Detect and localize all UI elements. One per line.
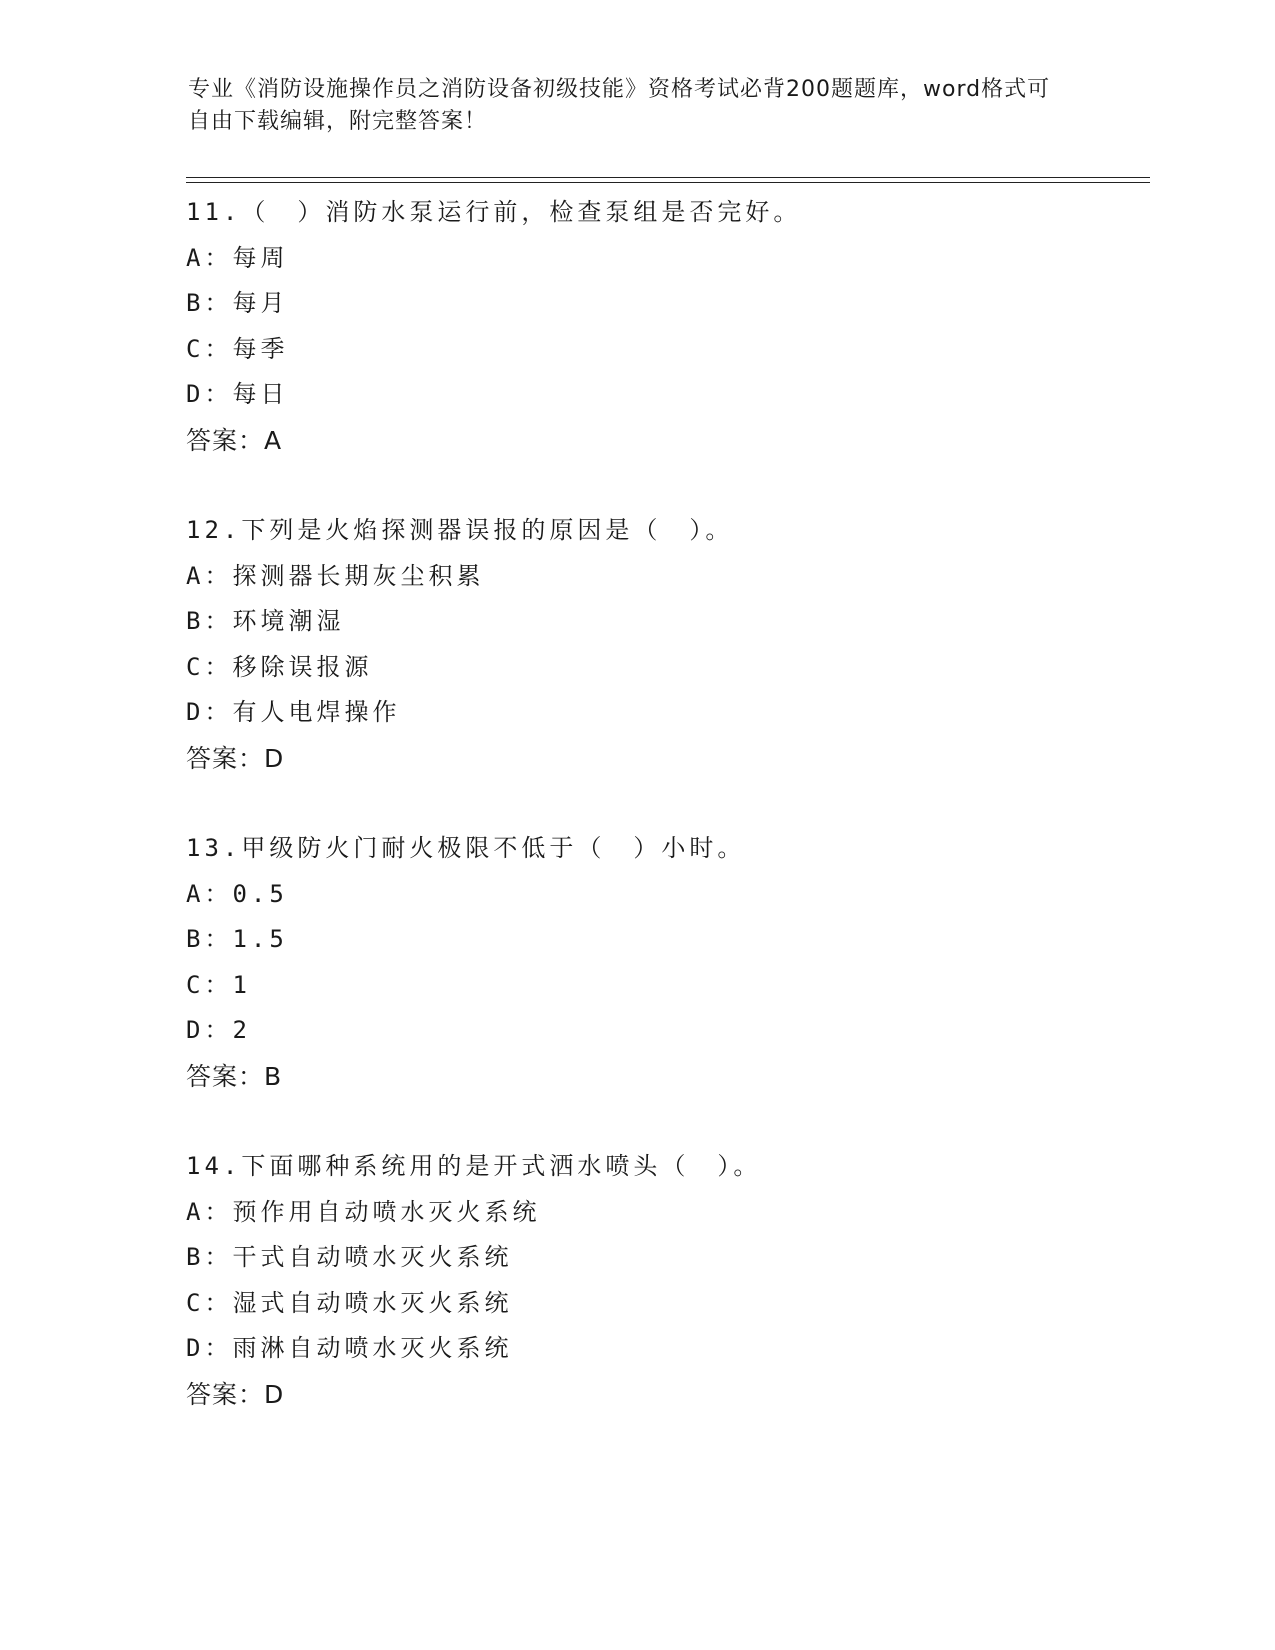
question-stem: 11.（ ）消防水泵运行前，检查泵组是否完好。 [186,198,802,226]
option-d: D：雨淋自动喷水灭火系统 [186,1334,513,1362]
option-c: C：1 [186,970,251,999]
header-divider-top [186,177,1150,178]
option-b: B：每月 [186,289,289,317]
question-list [186,190,1146,1462]
option-a: A：每周 [186,243,289,272]
question-13 [186,826,1146,1144]
option-a: A：探测器长期灰尘积累 [186,561,485,590]
option-a: A：0.5 [186,879,288,908]
option-b: B：1.5 [186,925,288,953]
question-12 [186,508,1146,826]
option-b: B：干式自动喷水灭火系统 [186,1243,513,1271]
document-header: 专业《消防设施操作员之消防设备初级技能》资格考试必背200题题库，word格式可自由下载编辑，附完整答案！ [188,77,1051,134]
question-14 [186,1144,1146,1462]
option-d: D：有人电焊操作 [186,698,401,726]
answer-line: 答案：D [186,743,285,773]
answer-line: 答案：A [186,425,283,455]
question-stem: 12.下列是火焰探测器误报的原因是（ ）。 [186,516,734,544]
header-divider-bottom [186,182,1150,183]
option-c: C：每季 [186,334,289,363]
question-stem: 13.甲级防火门耐火极限不低于（ ）小时。 [186,834,746,862]
option-c: C：湿式自动喷水灭火系统 [186,1288,513,1317]
question-stem: 14.下面哪种系统用的是开式洒水喷头（ ）。 [186,1152,762,1180]
option-b: B：环境潮湿 [186,607,345,635]
answer-line: 答案：D [186,1379,285,1409]
option-d: D：每日 [186,380,289,408]
answer-line: 答案：B [186,1061,283,1091]
question-11 [186,190,1146,508]
option-a: A：预作用自动喷水灭火系统 [186,1197,541,1226]
option-d: D：2 [186,1016,251,1044]
option-c: C：移除误报源 [186,652,373,681]
